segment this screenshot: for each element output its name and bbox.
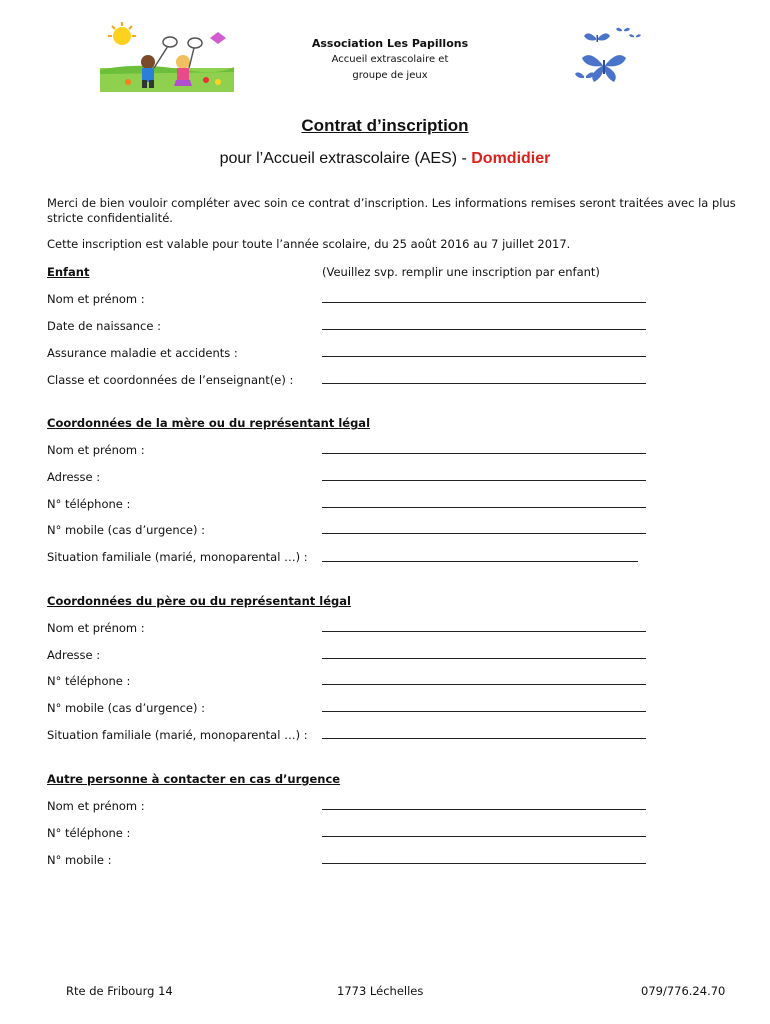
pere-field-label: Situation familiale (marié, monoparental …) : bbox=[47, 728, 308, 742]
mere-phone-field[interactable] bbox=[322, 507, 646, 508]
section-autre-heading: Autre personne à contacter en cas d’urgence bbox=[47, 772, 341, 786]
enfant-insurance-field[interactable] bbox=[322, 356, 646, 357]
butterflies-logo bbox=[572, 24, 644, 92]
enfant-class-field[interactable] bbox=[322, 383, 646, 384]
pere-field-label: N° mobile (cas d’urgence) : bbox=[47, 701, 206, 715]
enfant-field-label: Classe et coordonnées de l’enseignant(e) : bbox=[47, 373, 294, 387]
enfant-name-field[interactable] bbox=[322, 302, 646, 303]
mere-field-label: N° mobile (cas d’urgence) : bbox=[47, 523, 206, 537]
association-line-1: Accueil extrascolaire et bbox=[331, 54, 449, 65]
autre-field-label: N° téléphone : bbox=[47, 826, 131, 840]
pere-family-status-field[interactable] bbox=[322, 738, 646, 739]
mere-field-label: N° téléphone : bbox=[47, 497, 131, 511]
section-mere-heading: Coordonnées de la mère ou du représentant légal bbox=[47, 416, 371, 430]
pere-field-label: Adresse : bbox=[47, 648, 101, 662]
footer-phone: 079/776.24.70 bbox=[641, 984, 726, 998]
mere-mobile-field[interactable] bbox=[322, 533, 646, 534]
pere-name-field[interactable] bbox=[322, 631, 646, 632]
association-name: Association Les Papillons bbox=[311, 37, 469, 50]
association-line-2: groupe de jeux bbox=[352, 70, 428, 81]
footer-city: 1773 Léchelles bbox=[337, 984, 424, 998]
mere-name-field[interactable] bbox=[322, 453, 646, 454]
subtitle-prefix: pour l’Accueil extrascolaire (AES) - bbox=[219, 150, 472, 167]
autre-field-label: N° mobile : bbox=[47, 853, 112, 867]
autre-phone-field[interactable] bbox=[322, 836, 646, 837]
enfant-note: (Veuillez svp. remplir une inscription par enfant) bbox=[322, 265, 600, 279]
pere-phone-field[interactable] bbox=[322, 684, 646, 685]
mere-field-label: Adresse : bbox=[47, 470, 101, 484]
pere-field-label: Nom et prénom : bbox=[47, 621, 145, 635]
pere-mobile-field[interactable] bbox=[322, 711, 646, 712]
children-playing-logo bbox=[98, 22, 236, 94]
pere-address-field[interactable] bbox=[322, 658, 646, 659]
autre-field-label: Nom et prénom : bbox=[47, 799, 145, 813]
enfant-field-label: Nom et prénom : bbox=[47, 292, 145, 306]
autre-name-field[interactable] bbox=[322, 809, 646, 810]
association-header bbox=[300, 36, 480, 84]
document-subtitle bbox=[0, 150, 770, 168]
mere-field-label: Nom et prénom : bbox=[47, 443, 145, 457]
enfant-birthdate-field[interactable] bbox=[322, 329, 646, 330]
intro-paragraph-2: Cette inscription est valable pour toute l’année scolaire, du 25 août 2016 au 7 juillet 2017. bbox=[47, 237, 571, 251]
autre-mobile-field[interactable] bbox=[322, 863, 646, 864]
footer-address: Rte de Fribourg 14 bbox=[66, 984, 173, 998]
pere-field-label: N° téléphone : bbox=[47, 674, 131, 688]
subtitle-place: Domdidier bbox=[471, 150, 551, 167]
enfant-field-label: Assurance maladie et accidents : bbox=[47, 346, 238, 360]
section-pere-heading: Coordonnées du père ou du représentant légal bbox=[47, 594, 351, 608]
mere-field-label: Situation familiale (marié, monoparental …) : bbox=[47, 550, 308, 564]
enfant-field-label: Date de naissance : bbox=[47, 319, 161, 333]
mere-address-field[interactable] bbox=[322, 480, 646, 481]
document-title: Contrat d’inscription bbox=[301, 116, 469, 135]
mere-family-status-field[interactable] bbox=[322, 561, 638, 562]
section-enfant-heading: Enfant bbox=[47, 265, 90, 279]
intro-paragraph-1: Merci de bien vouloir compléter avec soin ce contrat d’inscription. Les informations remises seront traitées avec la plus stricte confidentialité. bbox=[47, 196, 736, 225]
